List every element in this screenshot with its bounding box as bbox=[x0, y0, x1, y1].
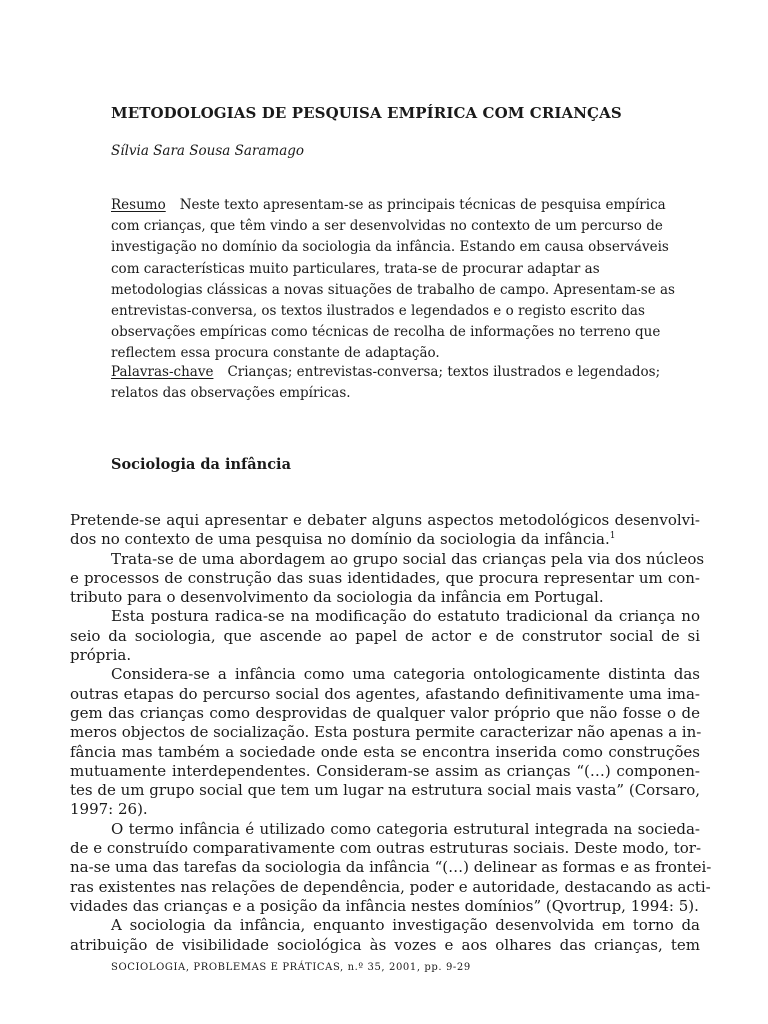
page-footer: SOCIOLOGIA, PROBLEMAS E PRÁTICAS, n.º 35, 2001, pp. 9-29 bbox=[111, 962, 471, 973]
body-line: Pretende-se aqui apresentar e debater alguns aspectos metodológicos desenvolvi- bbox=[70, 511, 700, 529]
abstract-line: entrevistas-conversa, os textos ilustrados e legendados e o registo escrito das bbox=[111, 303, 645, 320]
body-line-text: dos no contexto de uma pesquisa no domínio da sociologia da infância. bbox=[70, 530, 610, 549]
body-line: Trata-se de uma abordagem ao grupo social das crianças pela via dos núcleos bbox=[111, 549, 705, 568]
body-line: O termo infância é utilizado como categoria estrutural integrada na socieda- bbox=[111, 819, 700, 838]
body-line: ras existentes nas relações de dependência, poder e autoridade, destacando as acti- bbox=[70, 877, 711, 896]
body-line: outras etapas do percurso social dos agentes, afastando definitivamente uma ima- bbox=[70, 684, 700, 703]
keywords bbox=[111, 362, 691, 404]
body-line: 1997: 26). bbox=[70, 800, 148, 819]
abstract-text: Neste texto apresentam-se as principais técnicas de pesquisa empírica bbox=[179, 197, 666, 213]
body-line: fância mas também a sociedade onde esta se encontra inserida como construções bbox=[70, 742, 700, 761]
body-line: meros objectos de socialização. Esta postura permite caracterizar não apenas a in- bbox=[70, 723, 702, 742]
keywords-text: Crianças; entrevistas-conversa; textos ilustrados e legendados; bbox=[227, 364, 661, 380]
abstract-line: reflectem essa procura constante de adaptação. bbox=[111, 345, 440, 362]
article-title: METODOLOGIAS DE PESQUISA EMPÍRICA COM CRIANÇAS bbox=[111, 104, 622, 122]
body-line: própria. bbox=[70, 646, 132, 665]
abstract-label: Resumo bbox=[111, 197, 166, 213]
section-heading: Sociologia da infância bbox=[111, 456, 291, 473]
keywords-line bbox=[111, 362, 691, 383]
body-line: na-se uma das tarefas da sociologia da infância “(…) delinear as formas e as frontei- bbox=[70, 858, 712, 877]
abstract-line: observações empíricas como técnicas de recolha de informações no terreno que bbox=[111, 324, 661, 341]
body-line: gem das crianças como desprovidas de qualquer valor próprio que não fosse o de bbox=[70, 703, 700, 722]
abstract bbox=[111, 195, 691, 365]
body-line: seio da sociologia, que ascende ao papel de actor e de construtor social de si bbox=[70, 626, 700, 645]
body-line: de e construído comparativamente com outras estruturas sociais. Deste modo, tor- bbox=[70, 839, 702, 858]
abstract-line: com crianças, que têm vindo a ser desenvolvidas no contexto de um percurso de bbox=[111, 218, 663, 235]
abstract-line: com características muito particulares, trata-se de procurar adaptar as bbox=[111, 260, 600, 277]
body-line bbox=[70, 530, 700, 549]
body-line: atribuição de visibilidade sociológica às vozes e aos olhares das crianças, tem bbox=[70, 935, 700, 954]
keywords-line: relatos das observações empíricas. bbox=[111, 385, 351, 402]
body-line: Considera-se a infância como uma categoria ontologicamente distinta das bbox=[111, 665, 700, 684]
abstract-line: metodologias clássicas a novas situações de trabalho de campo. Apresentam-se as bbox=[111, 281, 675, 298]
article-author: Sílvia Sara Sousa Saramago bbox=[111, 143, 305, 159]
abstract-line: investigação no domínio da sociologia da infância. Estando em causa observáveis bbox=[111, 239, 669, 256]
body-line: Esta postura radica-se na modificação do estatuto tradicional da criança no bbox=[111, 607, 700, 626]
body-line: A sociologia da infância, enquanto investigação desenvolvida em torno da bbox=[111, 916, 700, 935]
body-line: tes de um grupo social que tem um lugar na estrutura social mais vasta” (Corsaro, bbox=[70, 781, 700, 800]
body-text bbox=[70, 511, 712, 955]
body-line: tributo para o desenvolvimento da sociologia da infância em Portugal. bbox=[70, 588, 604, 607]
abstract-line bbox=[111, 195, 691, 216]
keywords-label: Palavras-chave bbox=[111, 364, 214, 380]
body-line: vidades das crianças e a posição da infância nestes domínios” (Qvortrup, 1994: 5). bbox=[70, 896, 699, 915]
body-line: e processos de construção das suas identidades, que procura representar um con- bbox=[70, 568, 700, 587]
body-line: mutuamente interdependentes. Consideram-se assim as crianças “(…) componen- bbox=[70, 761, 700, 780]
footnote-mark[interactable]: 1 bbox=[609, 531, 616, 542]
